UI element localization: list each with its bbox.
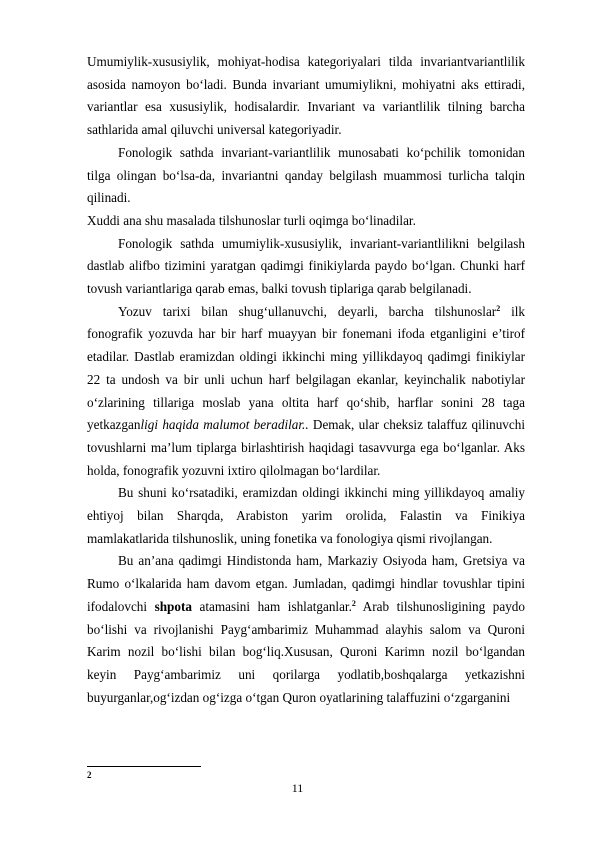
page-number: 11	[291, 781, 304, 795]
footnote-divider	[87, 766, 201, 767]
paragraph-7-text-a: Bu an’ana qadimgi Hindistonda ham, Markaziy Osiyoda ham, Gretsiya va Rumo o‘lkalarida ham davom etgan. Jumladan, qadimgi hindlar tovushlar tipini ifodalovchi	[87, 553, 525, 614]
paragraph-3: Xuddi ana shu masalada tilshunoslar turli oqimga bo‘linadilar.	[87, 212, 416, 228]
paragraph-1: Umumiylik-xususiylik, mohiyat-hodisa kategoriyalari tilda invariantvariantlilik asosida namoyon bo‘ladi. Bunda invariant umumiylikni, mohiyatni aks ettiradi, variantlar esa xususiylik, hodisalardir. Invariant va variantlilik tilning barcha sathlarida amal qiluvchi universal kategoriyadir.	[87, 54, 525, 138]
paragraph-7-text-b: atamasini ham ishlatganlar.	[191, 598, 352, 614]
footnote: 2	[87, 770, 92, 780]
paragraph-7-text-c: Arab tilshunosligining paydo bo‘lishi va rivojlanishi Payg‘ambarimiz Muhammad alayhis salom va Quroni Karim nozil bo‘lishi bilan bog‘liq.Xususan, Quroni Karimn nozil bo‘lgandan keyin Payg‘ambarimiz uni qorilarga yodlatib,boshqalarga yetkazishni buyurganlar,og‘izdan og‘izga o‘tgan Quron oyatlarining talaffuzini o‘zgarganini	[87, 598, 525, 705]
footnote-ref-2: 2	[496, 303, 501, 313]
paragraph-4: Fonologik sathda umumiylik-xususiylik, invariant-variantlilikni belgilash dastlab alifbo tizimini yaratgan qadimgi finikiylarda paydo bo‘lgan. Chunki harf tovush variantlariga qarab emas, balki tovush tiplariga qarab belgilanadi.	[87, 235, 525, 297]
paragraph-5-text-c: Demak, ular cheksiz talaffuz qilinuvchi tovushlarni ma’lum tiplarga birlashtirish haqidagi tasavvurga ega bo‘lganlar. Aks holda, fonografik yozuvni ixtiro qilolmagan bo‘lardilar.	[87, 417, 525, 478]
paragraph-2: Fonologik sathda invariant-variantlilik munosabati ko‘pchilik tomonidan tilga olingan bo‘lsa-da, invariantni qanday belgilash muammosi turlicha talqin qilinadi.	[87, 144, 525, 206]
paragraph-5-italic: ligi haqida malumot beradilar..	[140, 417, 309, 433]
paragraph-6: Bu shuni ko‘rsatadiki, eramizdan oldingi ikkinchi ming yillikdayoq amaliy ehtiyoj bilan Sharqda, Arabiston yarim orolida, Falastin va Finikiya mamlakatlarida tilshunoslik, uning fonetika va fonologiya qismi rivojlangan.	[87, 485, 525, 546]
paragraph-5-text-b: ilk fonografik yozuvda har bir harf muayyan bir fonemani ifoda etganligini e’tirof etadilar. Dastlab eramizdan oldingi ikkinchi ming yillikdayoq qadimgi finikiylar 22 ta undosh va bir unli uchun harf belgilagan ekanlar, keyinchalik nabotiylar o‘zlarining tillariga moslab yana oltita harf qo‘shib, harflar sonini 28 taga yetkazgan	[87, 303, 525, 433]
paragraph-7	[87, 550, 525, 709]
paragraph-5-text-a: Yozuv tarixi bilan shug‘ullanuvchi, deyarli, barcha tilshunoslar	[118, 303, 497, 319]
paragraph-5	[87, 301, 525, 483]
paragraph-7-bold-term: shpota	[154, 598, 192, 614]
footnote-ref-2b: 2	[351, 598, 356, 608]
document-body	[87, 51, 525, 709]
